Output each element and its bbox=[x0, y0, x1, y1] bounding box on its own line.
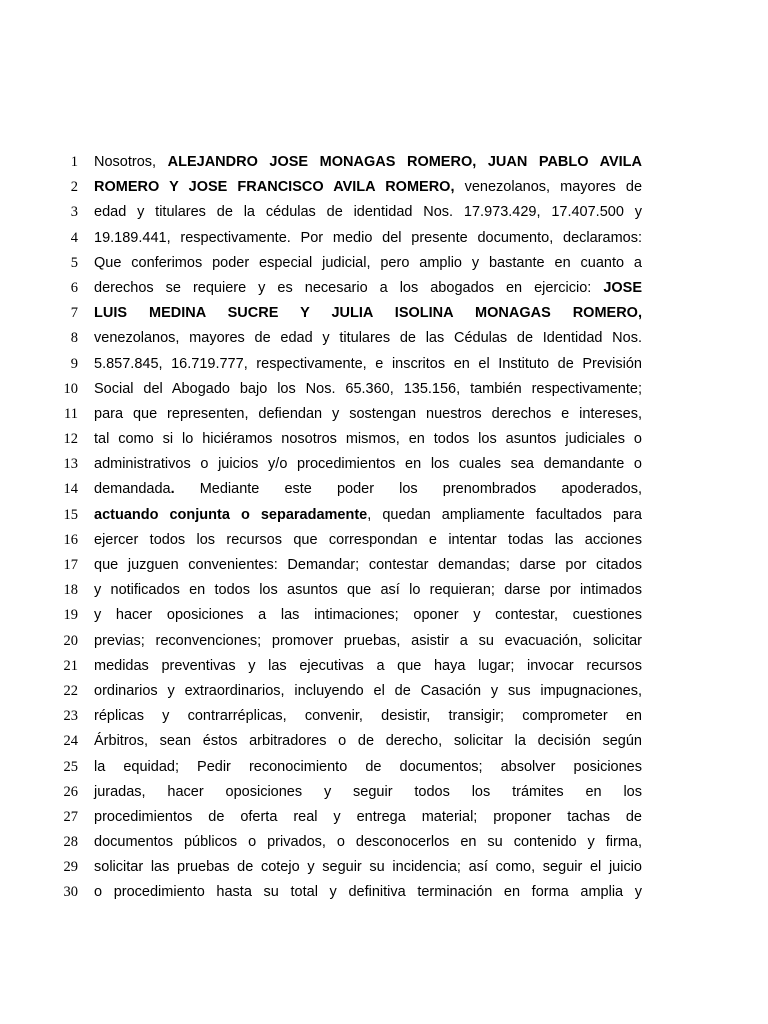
line-text bbox=[94, 553, 642, 578]
line-text bbox=[94, 528, 642, 553]
document-line bbox=[0, 755, 642, 780]
document-line bbox=[0, 175, 642, 200]
text-run: solicitar las pruebas de cotejo y seguir su incidencia; así como, seguir el juicio bbox=[94, 859, 642, 876]
text-run: previas; reconvenciones; promover pruebas, asistir a su evacuación, solicitar bbox=[94, 632, 642, 649]
document-line bbox=[0, 352, 642, 377]
line-text bbox=[94, 150, 642, 175]
document-line bbox=[0, 830, 642, 855]
line-number: 29 bbox=[63, 859, 78, 876]
document-line bbox=[0, 377, 642, 402]
text-run: o procedimiento hasta su total y definitiva terminación en forma amplia y bbox=[94, 884, 642, 901]
document-line bbox=[0, 503, 642, 528]
line-text bbox=[94, 352, 642, 377]
bold-text-run: ALEJANDRO JOSE MONAGAS ROMERO, JUAN PABLO AVILA bbox=[167, 154, 642, 170]
line-text bbox=[94, 805, 642, 830]
line-text bbox=[94, 477, 642, 502]
line-number: 1 bbox=[70, 154, 78, 170]
line-number: 3 bbox=[70, 204, 78, 221]
bold-text-run: JOSE bbox=[603, 279, 642, 296]
document-line bbox=[0, 553, 642, 578]
text-run: venezolanos, mayores de edad y titulares de las Cédulas de Identidad Nos. bbox=[94, 330, 642, 347]
line-text bbox=[94, 226, 642, 251]
text-run: edad y titulares de la cédulas de identidad Nos. 17.973.429, 17.407.500 y bbox=[94, 204, 642, 221]
line-text bbox=[94, 855, 642, 880]
document-line bbox=[0, 326, 642, 351]
line-number: 19 bbox=[63, 607, 78, 624]
line-text bbox=[94, 654, 642, 679]
line-number: 21 bbox=[63, 657, 78, 674]
line-number: 30 bbox=[63, 884, 78, 901]
line-number: 23 bbox=[63, 708, 78, 725]
text-run: y hacer oposiciones a las intimaciones; oponer y contestar, cuestiones bbox=[94, 607, 642, 624]
document-line bbox=[0, 603, 642, 628]
line-number: 16 bbox=[63, 531, 78, 548]
line-text bbox=[94, 679, 642, 704]
line-number: 4 bbox=[70, 229, 78, 246]
text-run: Social del Abogado bajo los Nos. 65.360, 135.156, también respectivamente; bbox=[94, 380, 642, 397]
line-text bbox=[94, 629, 642, 654]
line-text bbox=[94, 780, 642, 805]
line-number: 17 bbox=[63, 557, 78, 573]
document-line bbox=[0, 629, 642, 654]
line-number: 8 bbox=[70, 330, 78, 347]
text-run: ejercer todos los recursos que correspondan e intentar todas las acciones bbox=[94, 531, 642, 548]
text-run: Árbitros, sean éstos arbitradores o de derecho, solicitar la decisión según bbox=[94, 733, 642, 750]
text-run: la equidad; Pedir reconocimiento de documentos; absolver posiciones bbox=[94, 758, 642, 775]
line-text bbox=[94, 326, 642, 351]
document-line bbox=[0, 528, 642, 553]
text-run: Que conferimos poder especial judicial, pero amplio y bastante en cuanto a bbox=[94, 254, 642, 271]
line-text bbox=[94, 427, 642, 452]
line-text bbox=[94, 729, 642, 754]
document-line bbox=[0, 301, 642, 326]
text-run: administrativos o juicios y/o procedimientos en los cuales sea demandante o bbox=[94, 456, 642, 473]
document-line bbox=[0, 855, 642, 880]
text-run: medidas preventivas y las ejecutivas a que haya lugar; invocar recursos bbox=[94, 657, 642, 674]
text-run: 19.189.441, respectivamente. Por medio del presente documento, declaramos: bbox=[94, 229, 642, 246]
line-number: 18 bbox=[63, 582, 78, 599]
bold-text-run: actuando conjunta o separadamente bbox=[94, 506, 368, 523]
line-number: 28 bbox=[63, 834, 78, 851]
line-text bbox=[94, 301, 642, 326]
line-text bbox=[94, 704, 642, 729]
text-run: que juzguen convenientes: Demandar; contestar demandas; darse por citados bbox=[94, 557, 642, 573]
text-run: procedimientos de oferta real y entrega material; proponer tachas de bbox=[94, 808, 642, 825]
numbered-text-body bbox=[0, 150, 642, 906]
line-text bbox=[94, 377, 642, 402]
text-run: réplicas y contrarréplicas, convenir, desistir, transigir; comprometer en bbox=[94, 708, 642, 725]
text-run: Nosotros, bbox=[94, 154, 168, 170]
document-line bbox=[0, 200, 642, 225]
document-line bbox=[0, 150, 642, 175]
document-line bbox=[0, 880, 642, 905]
line-text bbox=[94, 402, 642, 427]
line-text bbox=[94, 830, 642, 855]
line-number: 26 bbox=[63, 783, 78, 800]
line-number: 27 bbox=[63, 808, 78, 825]
line-text bbox=[94, 880, 642, 905]
line-number: 14 bbox=[63, 481, 78, 498]
document-line bbox=[0, 679, 642, 704]
text-run: y notificados en todos los asuntos que así lo requieran; darse por intimados bbox=[94, 582, 642, 599]
text-run: 5.857.845, 16.719.777, respectivamente, e inscritos en el Instituto de Previsión bbox=[94, 355, 642, 372]
line-number: 22 bbox=[63, 682, 78, 699]
line-text bbox=[94, 452, 642, 477]
line-text bbox=[94, 603, 642, 628]
text-run: documentos públicos o privados, o desconocerlos en su contenido y firma, bbox=[94, 834, 642, 851]
text-run: derechos se requiere y es necesario a los abogados en ejercicio: bbox=[94, 279, 604, 296]
text-run: juradas, hacer oposiciones y seguir todos los trámites en los bbox=[94, 783, 642, 800]
line-number: 6 bbox=[70, 279, 78, 296]
text-run: venezolanos, mayores de bbox=[454, 179, 643, 196]
document-line bbox=[0, 729, 642, 754]
document-line bbox=[0, 780, 642, 805]
bold-text-run: LUIS MEDINA SUCRE Y JULIA ISOLINA MONAGAS ROMERO, bbox=[94, 305, 642, 322]
line-text bbox=[94, 276, 642, 301]
document-line bbox=[0, 704, 642, 729]
document-line bbox=[0, 578, 642, 603]
text-run: demandada bbox=[94, 481, 171, 498]
line-number: 13 bbox=[63, 456, 78, 473]
line-number: 10 bbox=[63, 380, 78, 397]
text-run: ordinarios y extraordinarios, incluyendo el de Casación y sus impugnaciones, bbox=[94, 682, 642, 699]
line-number: 20 bbox=[63, 632, 78, 649]
text-run: , quedan ampliamente facultados para bbox=[367, 506, 642, 523]
document-line bbox=[0, 402, 642, 427]
document-line bbox=[0, 452, 642, 477]
line-number: 25 bbox=[63, 758, 78, 775]
line-text bbox=[94, 251, 642, 276]
line-number: 5 bbox=[70, 254, 78, 271]
line-number: 9 bbox=[70, 355, 78, 372]
document-line bbox=[0, 276, 642, 301]
line-text bbox=[94, 175, 642, 200]
line-text bbox=[94, 200, 642, 225]
text-run: tal como si lo hiciéramos nosotros mismos, en todos los asuntos judiciales o bbox=[94, 431, 642, 448]
line-text bbox=[94, 755, 642, 780]
line-number: 11 bbox=[64, 405, 78, 422]
line-text bbox=[94, 503, 642, 528]
line-text bbox=[94, 578, 642, 603]
document-line bbox=[0, 654, 642, 679]
bold-text-run: ROMERO Y JOSE FRANCISCO AVILA ROMERO, bbox=[94, 179, 455, 196]
document-line bbox=[0, 226, 642, 251]
document-line bbox=[0, 251, 642, 276]
document-line bbox=[0, 477, 642, 502]
line-number: 7 bbox=[70, 305, 78, 322]
line-number: 12 bbox=[63, 431, 78, 448]
text-run: Mediante este poder los prenombrados apoderados, bbox=[174, 481, 642, 498]
line-number: 24 bbox=[63, 733, 78, 750]
line-number: 2 bbox=[70, 179, 78, 196]
line-number: 15 bbox=[63, 506, 78, 523]
document-line bbox=[0, 427, 642, 452]
bold-text-run: . bbox=[170, 481, 175, 498]
document-line bbox=[0, 805, 642, 830]
text-run: para que representen, defiendan y sostengan nuestros derechos e intereses, bbox=[94, 405, 642, 422]
